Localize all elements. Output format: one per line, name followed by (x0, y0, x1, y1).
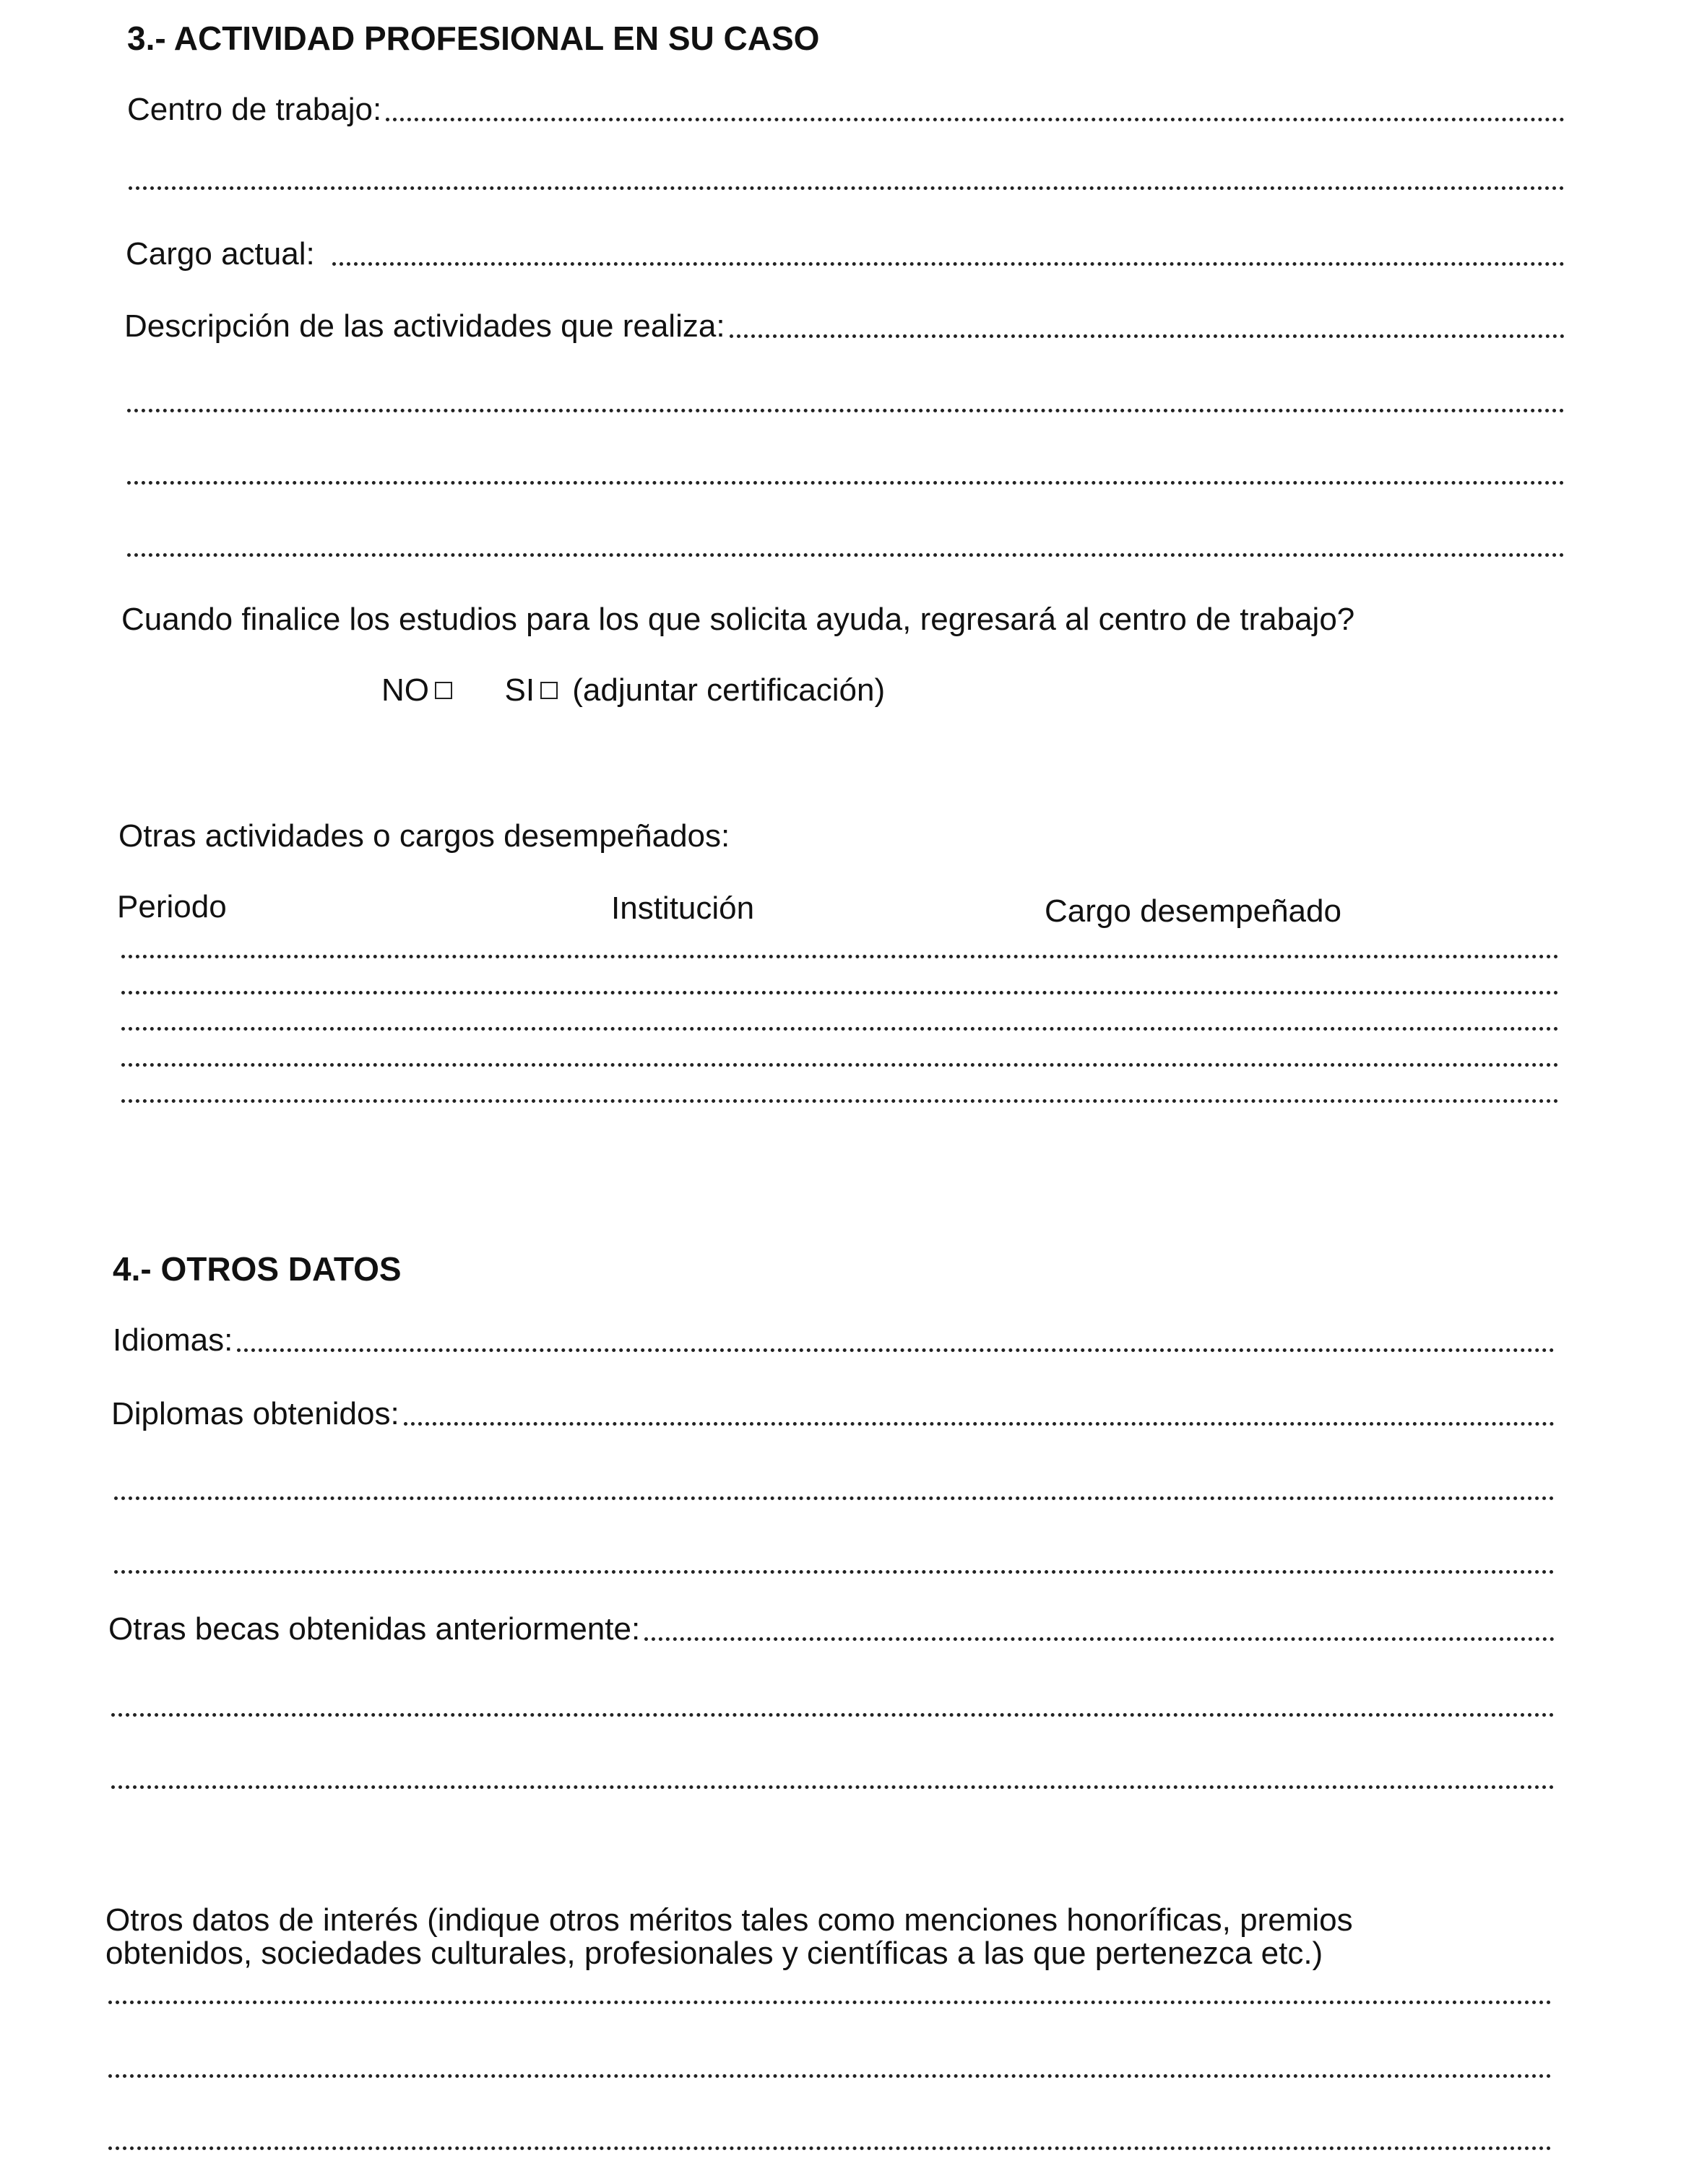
becas-field[interactable] (108, 1605, 1555, 1648)
column-header-cargo: Cargo desempeñado (1045, 893, 1341, 929)
otros-datos-line[interactable] (108, 2074, 1552, 2078)
cargo-actual-label: Cargo actual: (126, 236, 315, 272)
descripcion-line-4[interactable] (127, 553, 1565, 557)
descripcion-field[interactable] (124, 302, 1565, 345)
dotted-fill-line (730, 334, 1565, 338)
activity-row-line[interactable] (121, 1063, 1559, 1067)
no-label: NO (381, 672, 429, 708)
column-header-institucion: Institución (611, 890, 755, 926)
section-4-title: 4.- OTROS DATOS (113, 1250, 402, 1288)
no-checkbox[interactable] (435, 682, 452, 699)
dotted-fill-line (404, 1422, 1555, 1426)
dotted-fill-line (332, 262, 1565, 266)
idiomas-field[interactable] (113, 1316, 1555, 1359)
idiomas-label: Idiomas: (113, 1322, 233, 1358)
otros-datos-line[interactable] (108, 2146, 1552, 2150)
descripcion-line-3[interactable] (127, 481, 1565, 485)
si-note: (adjuntar certificación) (572, 672, 886, 708)
otros-datos-line-1: Otros datos de interés (indique otros méritos tales como menciones honoríficas, premios (105, 1902, 1353, 1938)
dotted-fill-line (386, 118, 1565, 121)
otros-datos-line-2: obtenidos, sociedades culturales, profesionales y científicas a las que pertenezca etc.) (105, 1936, 1323, 1971)
otras-actividades-label: Otras actividades o cargos desempeñados: (118, 818, 730, 854)
return-options (381, 672, 886, 708)
descripcion-label: Descripción de las actividades que realiza: (124, 308, 725, 344)
activity-row-line[interactable] (121, 955, 1559, 958)
centro-trabajo-label: Centro de trabajo: (127, 92, 382, 127)
activity-row-line[interactable] (121, 1099, 1559, 1103)
centro-trabajo-field[interactable] (127, 85, 1565, 129)
si-checkbox[interactable] (540, 682, 558, 699)
otros-datos-interes-label (105, 1904, 1586, 1970)
becas-label: Otras becas obtenidas anteriormente: (108, 1611, 641, 1647)
diplomas-line-3[interactable] (114, 1570, 1555, 1574)
activity-row-line[interactable] (121, 1027, 1559, 1031)
otros-datos-line[interactable] (108, 2001, 1552, 2004)
diplomas-field[interactable] (111, 1390, 1555, 1433)
column-header-periodo: Periodo (117, 889, 227, 924)
diplomas-line-2[interactable] (114, 1496, 1555, 1500)
section-3-title: 3.- ACTIVIDAD PROFESIONAL EN SU CASO (127, 20, 820, 57)
si-label: SI (504, 672, 535, 708)
centro-trabajo-line-2[interactable] (129, 186, 1565, 190)
diplomas-label: Diplomas obtenidos: (111, 1396, 399, 1431)
descripcion-line-2[interactable] (127, 409, 1565, 412)
dotted-fill-line (237, 1348, 1555, 1352)
becas-line-3[interactable] (111, 1785, 1555, 1789)
cargo-actual-field[interactable] (126, 230, 1565, 273)
becas-line-2[interactable] (111, 1713, 1555, 1717)
activity-row-line[interactable] (121, 991, 1559, 994)
dotted-fill-line (644, 1637, 1555, 1641)
return-question: Cuando finalice los estudios para los que solicita ayuda, regresará al centro de trabajo? (121, 602, 1355, 637)
